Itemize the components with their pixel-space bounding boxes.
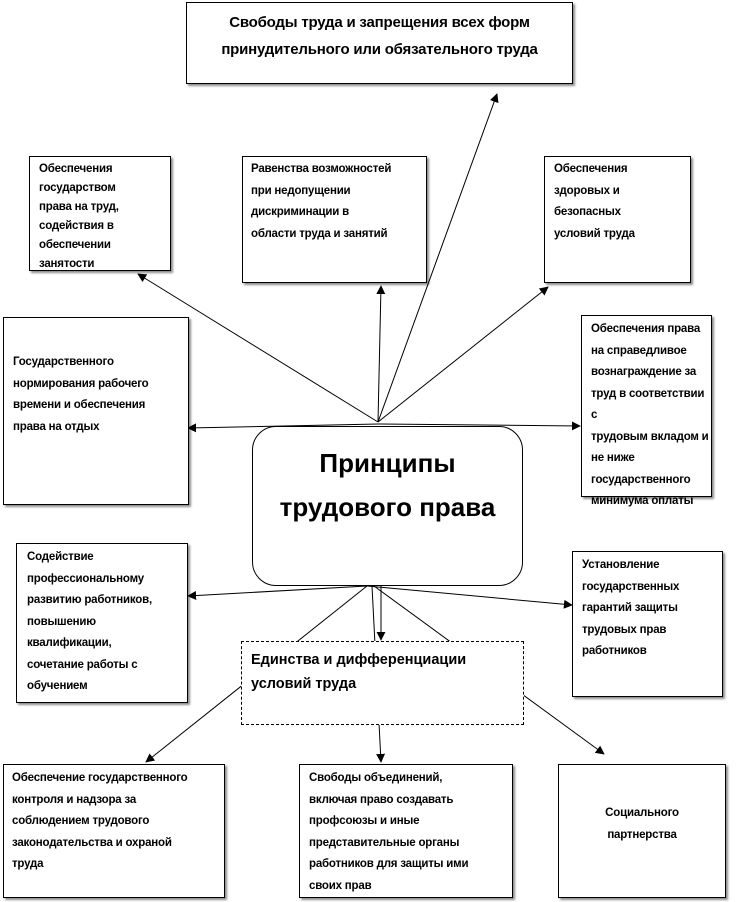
principle-text: законодательства и охраной xyxy=(12,836,172,849)
principle-text: своих прав xyxy=(309,879,372,892)
principle-text: Свободы труда и запрещения всех форм xyxy=(229,14,530,31)
principle-text: условий труда xyxy=(251,676,357,692)
principle-text: профсоюзы и иные xyxy=(309,815,420,827)
principle-text: времени и обеспечения xyxy=(13,399,146,411)
principle-text: трудовых прав xyxy=(582,623,667,636)
principle-text: работников для защиты ими xyxy=(309,858,469,870)
principle-text: содействия в xyxy=(39,220,114,232)
principle-text: труд в соответствии с xyxy=(591,387,705,421)
center-title: трудового права xyxy=(279,492,496,522)
principle-text: минимума оплаты xyxy=(591,495,694,507)
principle-text: контроля и надзора за xyxy=(12,793,137,806)
principle-text: Единства и дифференциации xyxy=(251,652,467,668)
principle-text: обучением xyxy=(27,680,88,692)
principle-text: Обеспечения права xyxy=(591,323,701,335)
principle-text: Обеспечения xyxy=(39,163,113,175)
arrow-to-equality xyxy=(378,286,381,422)
principle-text: работников xyxy=(582,645,647,657)
principle-freedom-of-labor xyxy=(186,2,573,84)
arrow-to-development xyxy=(188,586,367,596)
principle-text: Свободы объединений, xyxy=(309,772,443,784)
principle-employment xyxy=(29,156,171,271)
principle-unity xyxy=(241,641,524,725)
principle-text: Социального xyxy=(605,807,679,819)
principle-text: трудовым вкладом и xyxy=(591,430,709,443)
principle-development xyxy=(16,543,188,703)
principle-text: гарантий защиты xyxy=(582,602,678,614)
principle-text: развитию работников, xyxy=(27,594,152,606)
principle-text: государственных xyxy=(582,580,680,593)
principle-fair-pay xyxy=(581,315,712,507)
principle-text: при недопущении xyxy=(251,184,351,197)
principle-text: государственного xyxy=(591,473,691,486)
principle-freedom-of-association xyxy=(299,764,513,898)
center-title: Принципы xyxy=(319,448,456,478)
principle-equality xyxy=(242,156,427,283)
principle-social-partnership xyxy=(558,764,726,898)
principle-text: безопасных xyxy=(554,206,621,218)
principle-text: вознаграждение за xyxy=(591,366,697,378)
principle-text: сочетание работы с xyxy=(27,658,138,671)
principle-text: Обеспечение государственного xyxy=(12,772,188,784)
principle-state-control xyxy=(3,764,225,898)
arrow-to-guarantees xyxy=(367,586,572,605)
principle-text: принудительного или обязательного труда xyxy=(221,41,538,58)
principle-working-time xyxy=(3,317,189,505)
principle-text: Государственного xyxy=(13,356,114,368)
principle-text: Обеспечения xyxy=(554,163,628,175)
principle-text: Содействие xyxy=(27,551,94,563)
principle-text: представительные органы xyxy=(309,836,460,849)
principle-text: Равенства возможностей xyxy=(251,163,392,175)
principle-text: условий труда xyxy=(554,227,635,240)
principle-text: занятости xyxy=(39,258,95,270)
principle-text: повышению xyxy=(27,615,96,628)
principle-text: Установление xyxy=(582,559,660,571)
principle-text: права на труд, xyxy=(39,201,119,213)
arrow-to-safety xyxy=(378,287,548,422)
principle-text: обеспечении xyxy=(39,239,111,251)
principle-guarantees xyxy=(572,551,723,697)
principle-text: нормирования рабочего xyxy=(13,377,149,390)
center-principles-of-labor-law xyxy=(252,426,523,586)
principle-text: включая право создавать xyxy=(309,793,454,806)
principle-text: партнерства xyxy=(607,828,677,841)
principle-text: профессиональному xyxy=(27,572,144,585)
principle-text: труда xyxy=(12,858,44,870)
principle-text: здоровых и xyxy=(554,184,620,197)
principle-safety xyxy=(544,156,691,283)
principle-text: государством xyxy=(39,182,116,194)
principle-text: на справедливое xyxy=(591,344,687,357)
principle-text: дискриминации в xyxy=(251,206,350,218)
principle-text: не ниже xyxy=(591,452,635,464)
principle-text: права на отдых xyxy=(13,420,100,433)
principle-text: области труда и занятий xyxy=(251,227,388,240)
principle-text: квалификации, xyxy=(27,637,112,649)
principle-text: соблюдением трудового xyxy=(12,815,150,827)
